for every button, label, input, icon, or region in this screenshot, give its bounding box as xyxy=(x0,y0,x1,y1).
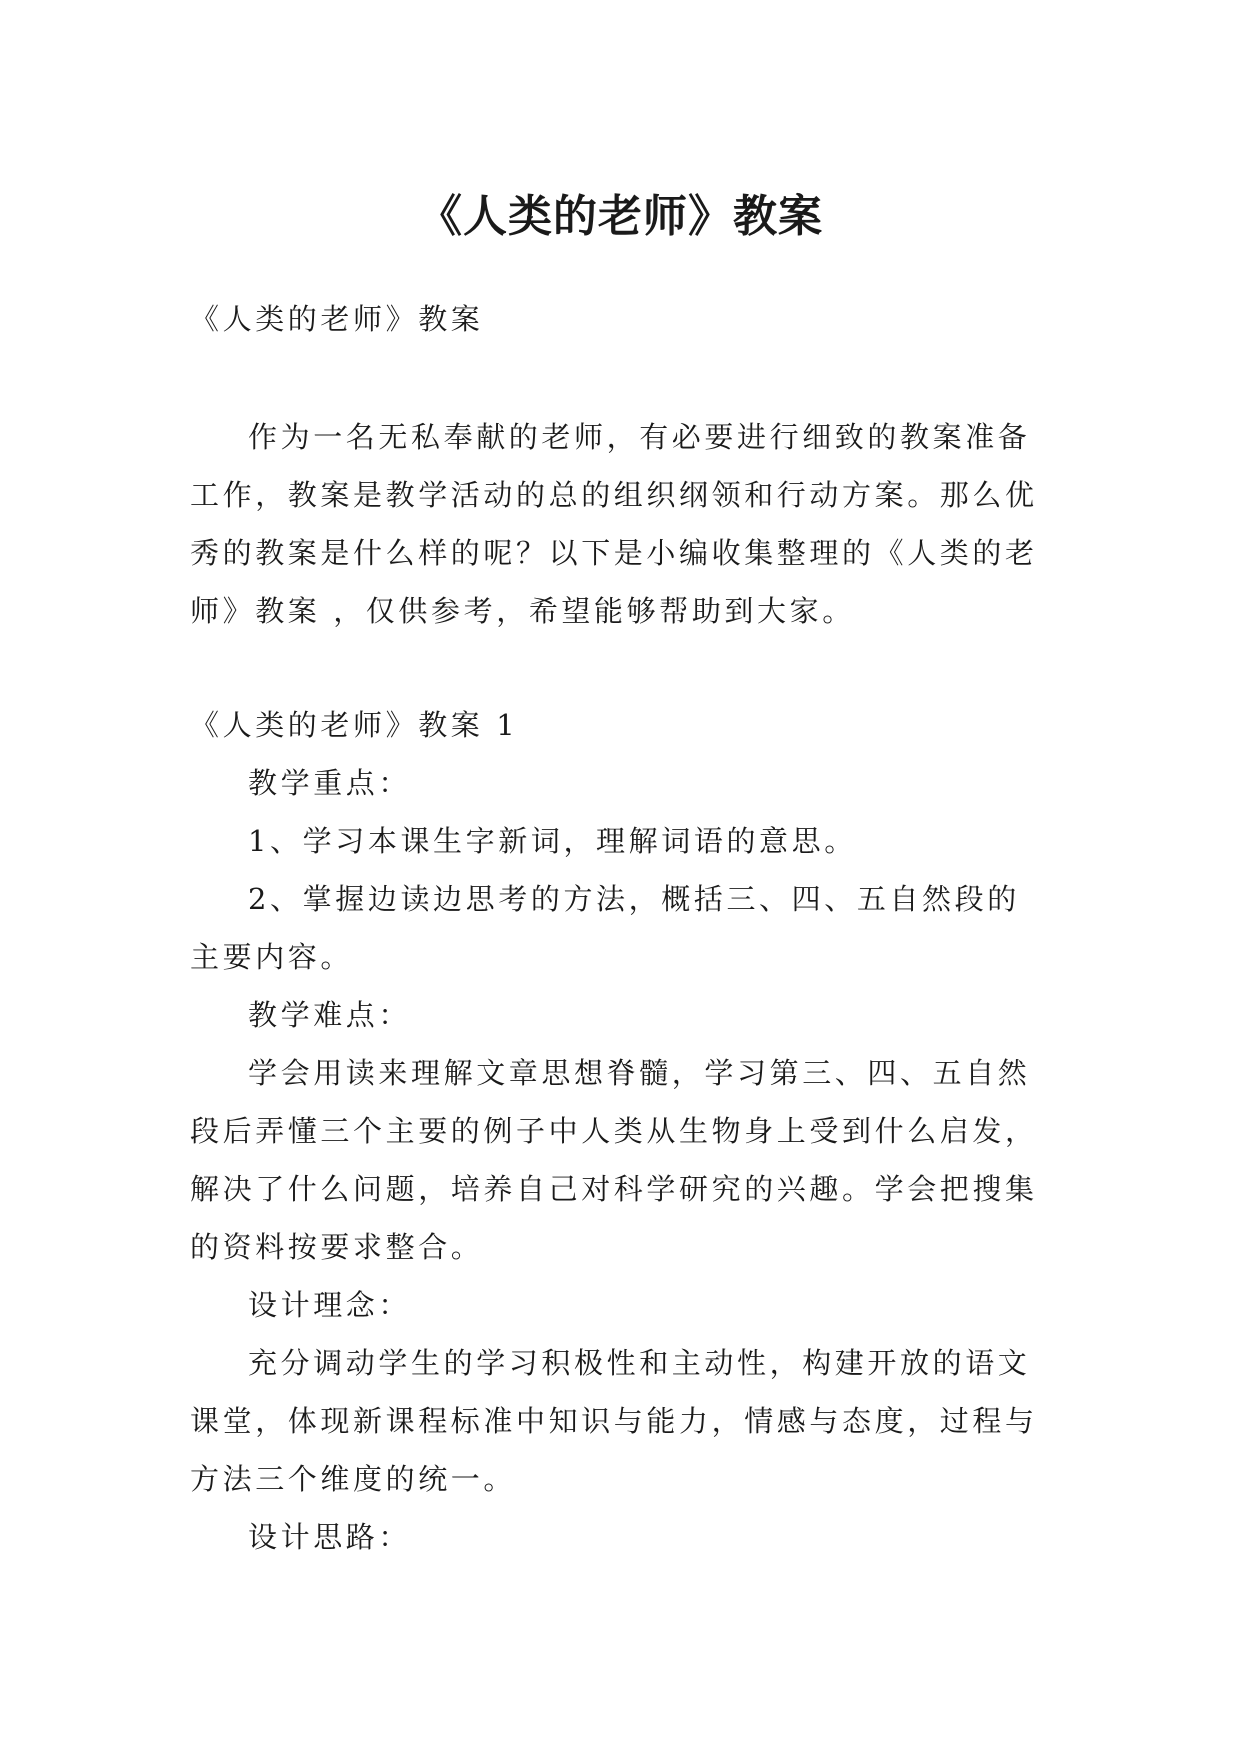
design-approach-label: 设计思路： xyxy=(248,1520,412,1554)
document-subtitle: 《人类的老师》教案 xyxy=(190,302,484,336)
design-concept-text: 充分调动学生的学习积极性和主动性，构建开放的语文课堂，体现新课程标准中知识与能力，情感与态度，过程与方法三个维度的统一。 xyxy=(190,1346,1038,1496)
section-heading: 《人类的老师》教案 1 xyxy=(190,708,519,742)
teaching-difficulty-label: 教学难点： xyxy=(248,998,412,1032)
design-concept-label: 设计理念： xyxy=(248,1288,412,1322)
document-body xyxy=(190,290,1052,1566)
document-title: 《人类的老师》教案 xyxy=(418,191,823,243)
teaching-focus-item-1: 1、学习本课生字新词，理解词语的意思。 xyxy=(248,824,857,858)
teaching-focus-item-2: 2、掌握边读边思考的方法，概括三、四、五自然段的主要内容。 xyxy=(190,882,1020,974)
intro-paragraph: 作为一名无私奉献的老师，有必要进行细致的教案准备工作，教案是教学活动的总的组织纲领和行动方案。那么优秀的教案是什么样的呢？以下是小编收集整理的《人类的老师》教案 ，仅供参考，希望能够帮助到大家。 xyxy=(190,420,1038,628)
teaching-focus-label: 教学重点： xyxy=(248,766,412,800)
teaching-difficulty-text: 学会用读来理解文章思想脊髓，学习第三、四、五自然段后弄懂三个主要的例子中人类从生物身上受到什么启发，解决了什么问题，培养自己对科学研究的兴趣。学会把搜集的资料按要求整合。 xyxy=(190,1056,1038,1264)
